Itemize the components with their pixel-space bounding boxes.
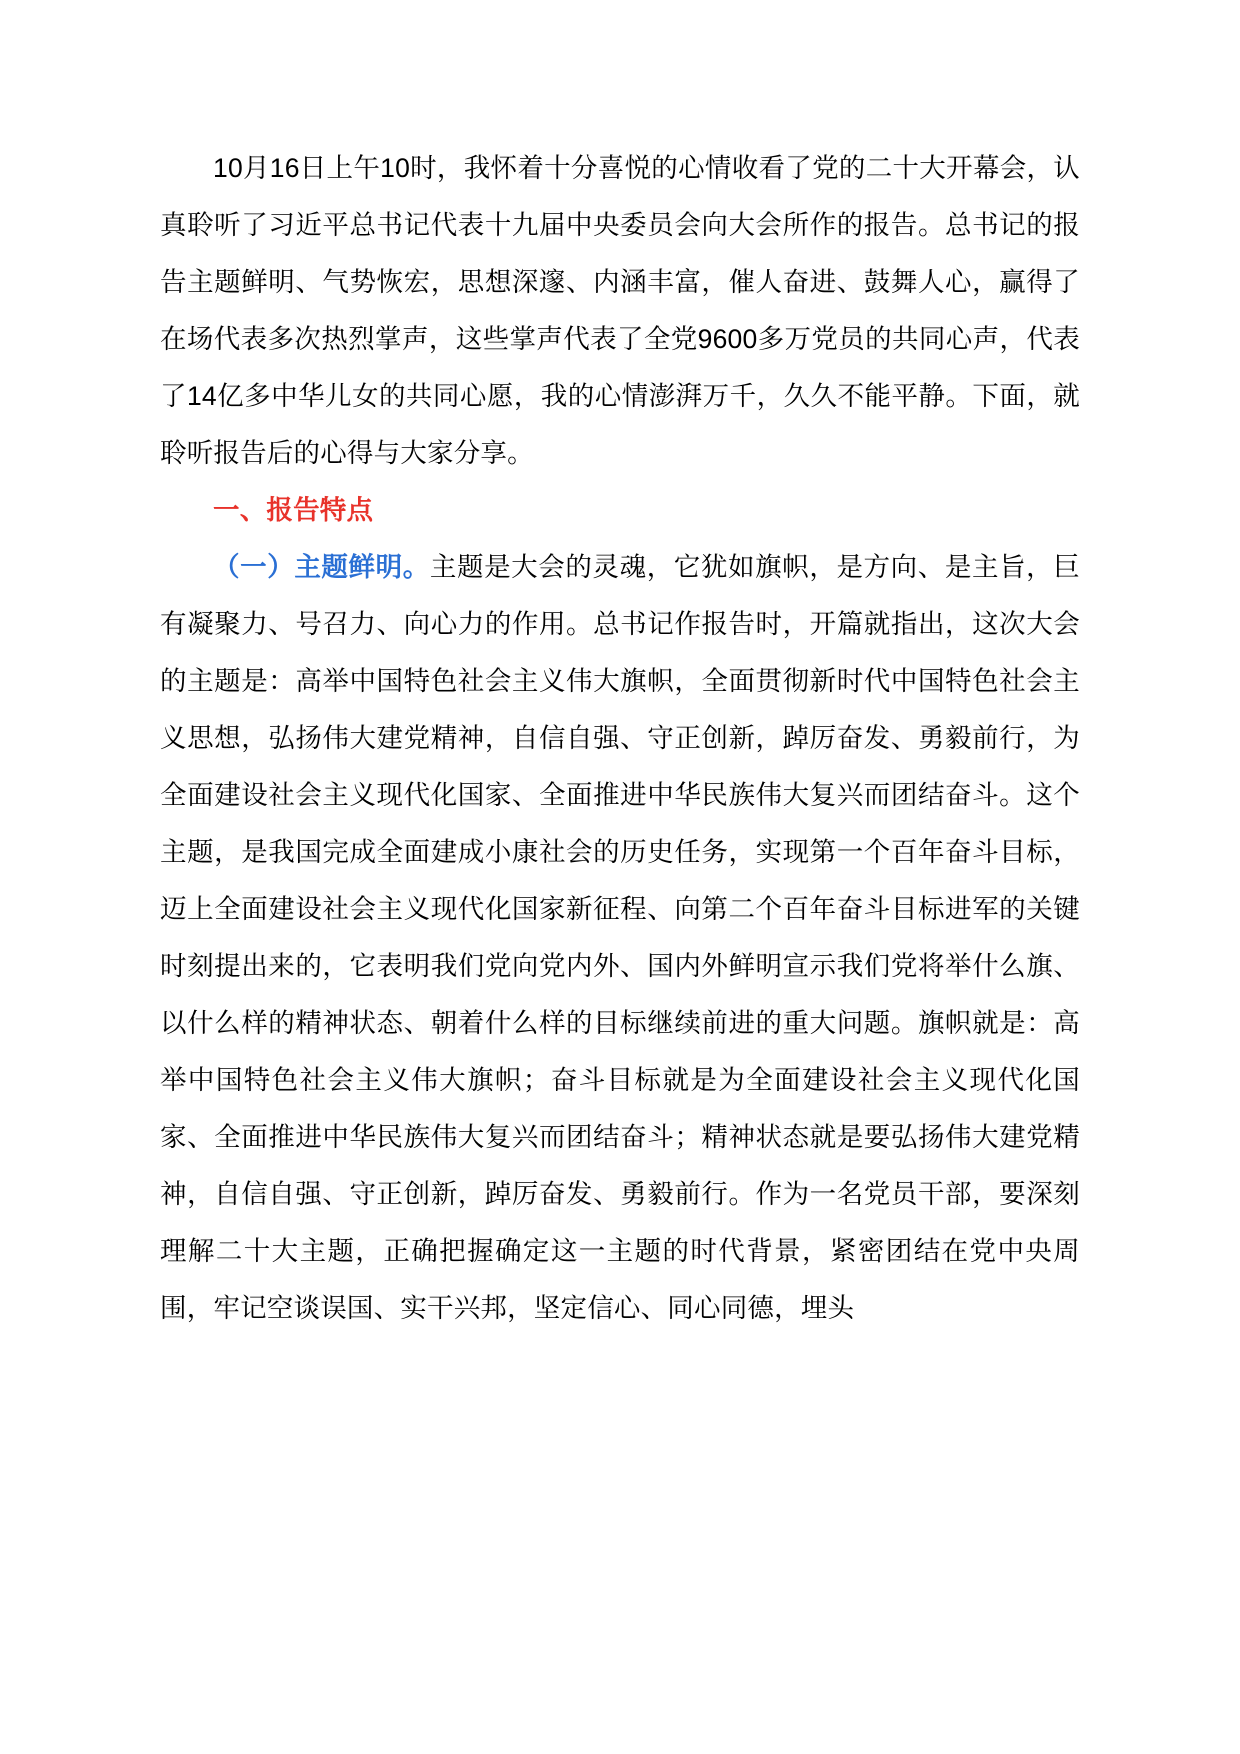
paragraph-intro: 10月16日上午10时，我怀着十分喜悦的心情收看了党的二十大开幕会，认真聆听了习近平总书记代表十九届中央委员会向大会所作的报告。总书记的报告主题鲜明、气势恢宏，思想深邃、内涵丰富，催人奋进、鼓舞人心，赢得了在场代表多次热烈掌声，这些掌声代表了全党9600多万党员的共同心声，代表了14亿多中华儿女的共同心愿，我的心情澎湃万千，久久不能平静。下面，就聆听报告后的心得与大家分享。 (160, 153, 1080, 468)
paragraph-section-1 (160, 539, 1080, 1337)
subsection-label-1: （一）主题鲜明。 (213, 552, 430, 582)
section-heading-1: 一、报告特点 (213, 495, 374, 525)
subsection-text-1: 主题是大会的灵魂，它犹如旗帜，是方向、是主旨，巨有凝聚力、号召力、向心力的作用。总书记作报告时，开篇就指出，这次大会的主题是：高举中国特色社会主义伟大旗帜，全面贯彻新时代中国特色社会主义思想，弘扬伟大建党精神，自信自强、守正创新，踔厉奋发、勇毅前行，为全面建设社会主义现代化国家、全面推进中华民族伟大复兴而团结奋斗。这个主题，是我国完成全面建成小康社会的历史任务，实现第一个百年奋斗目标，迈上全面建设社会主义现代化国家新征程、向第二个百年奋斗目标进军的关键时刻提出来的，它表明我们党向党内外、国内外鲜明宣示我们党将举什么旗、以什么样的精神状态、朝着什么样的目标继续前进的重大问题。旗帜就是：高举中国特色社会主义伟大旗帜；奋斗目标就是为全面建设社会主义现代化国家、全面推进中华民族伟大复兴而团结奋斗；精神状态就是要弘扬伟大建党精神，自信自强、守正创新，踔厉奋发、勇毅前行。作为一名党员干部，要深刻理解二十大主题，正确把握确定这一主题的时代背景，紧密团结在党中央周围，牢记空谈误国、实干兴邦，坚定信心、同心同德，埋头 (160, 552, 1080, 1323)
document-body (160, 140, 1080, 1337)
